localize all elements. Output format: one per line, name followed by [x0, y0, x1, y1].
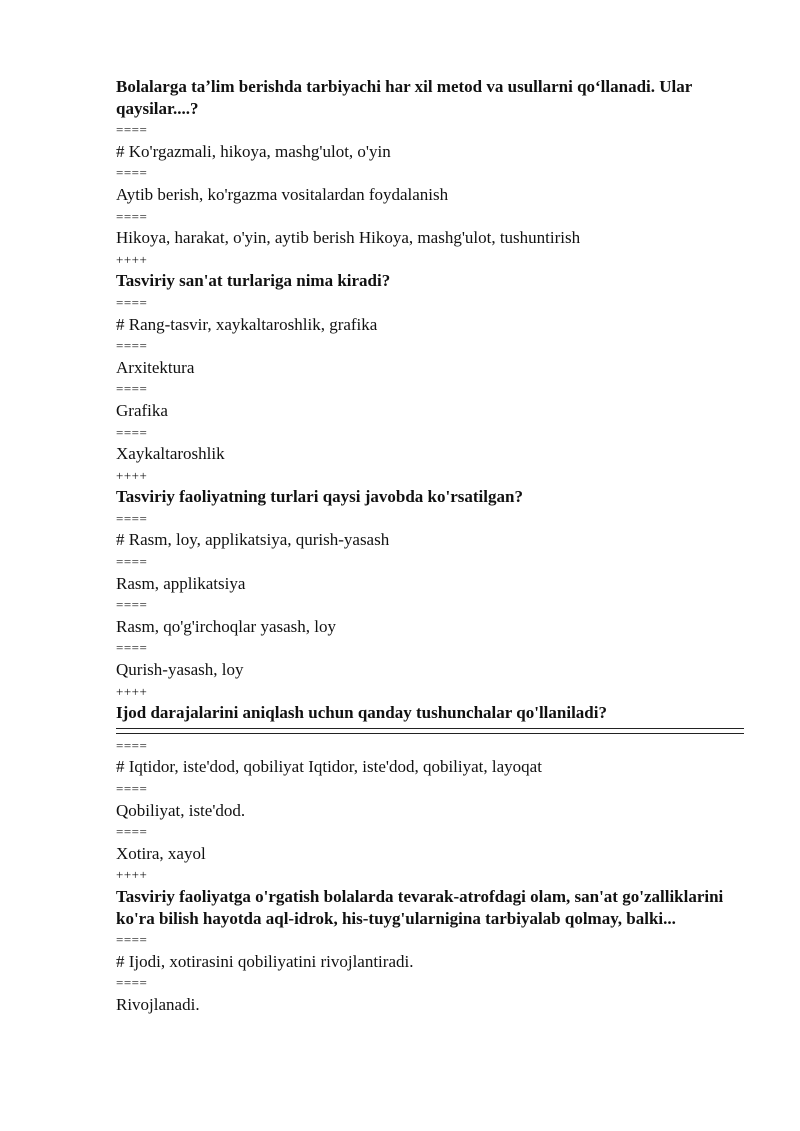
answer-text: Rivojlanadi.: [116, 994, 200, 1014]
answer-text: Grafika: [116, 400, 168, 420]
question-separator: ++++: [116, 683, 148, 699]
answer-text: Rasm, applikatsiya: [116, 573, 246, 593]
answer-separator: ====: [116, 640, 148, 656]
question-text: Tasviriy faoliyatga o'rgatish bolalarda tevarak-atrofdagi olam, san'at go'zalliklarini ko'ra bilish hayotda aql-idrok, his-tuyg'ularnigina tarbiyalab qolmay, balki...: [116, 886, 724, 928]
answer-separator: ====: [116, 424, 148, 440]
question-text: Tasviriy faoliyatning turlari qaysi javobda ko'rsatilgan?: [116, 487, 523, 507]
answer-text: Qobiliyat, iste'dod.: [116, 800, 246, 820]
answer-separator: ====: [116, 781, 148, 796]
answer-separator: ====: [116, 338, 148, 354]
answer-separator: ====: [116, 597, 148, 613]
answer-separator: ====: [116, 975, 148, 991]
answer-separator: ====: [116, 294, 148, 310]
answer-separator: ====: [116, 381, 148, 397]
question-text: Bolalarga taʼlim berishda tarbiyachi har xil metod va usullarni qoʻllanadi. Ular qaysilar....?: [116, 77, 692, 118]
answer-text: Qurish-yasash, loy: [116, 660, 244, 680]
answer-separator: ====: [116, 554, 148, 570]
answer-separator: ====: [116, 208, 148, 224]
answer-text: Xotira, xayol: [116, 843, 206, 863]
answer-separator: ====: [116, 932, 148, 948]
answer-separator: ====: [116, 737, 148, 753]
answer-separator: ====: [116, 165, 148, 181]
answer-text: Hikoya, harakat, o'yin, aytib berish Hikoya, mashg'ulot, tushuntirish: [116, 228, 581, 248]
answer-text: Aytib berish, ko'rgazma vositalardan foydalanish: [116, 184, 449, 204]
answer-separator: ====: [116, 122, 148, 138]
document-page: [116, 76, 744, 1016]
answer-text: # Ko'rgazmali, hikoya, mashg'ulot, o'yin: [116, 141, 391, 161]
double-rule-divider: [116, 728, 744, 734]
answer-text: Xaykaltaroshlik: [116, 444, 225, 464]
answer-separator: ====: [116, 510, 148, 526]
question-text: Ijod darajalarini aniqlash uchun qanday tushunchalar qo'llaniladi?: [116, 703, 607, 723]
question-separator: ++++: [116, 467, 148, 483]
answer-text: Rasm, qo'g'irchoqlar yasash, loy: [116, 616, 337, 636]
answer-text: # Rasm, loy, applikatsiya, qurish-yasash: [116, 530, 390, 550]
answer-separator: ====: [116, 824, 148, 840]
question-separator: ++++: [116, 867, 148, 883]
question-text: Tasviriy san'at turlariga nima kiradi?: [116, 271, 391, 291]
answer-text: # Ijodi, xotirasini qobiliyatini rivojlantiradi.: [116, 951, 414, 971]
answer-text: Arxitektura: [116, 357, 195, 377]
answer-text: # Rang-tasvir, xaykaltaroshlik, grafika: [116, 314, 378, 334]
question-separator: ++++: [116, 251, 148, 267]
answer-text: # Iqtidor, iste'dod, qobiliyat Iqtidor, iste'dod, qobiliyat, layoqat: [116, 757, 542, 777]
